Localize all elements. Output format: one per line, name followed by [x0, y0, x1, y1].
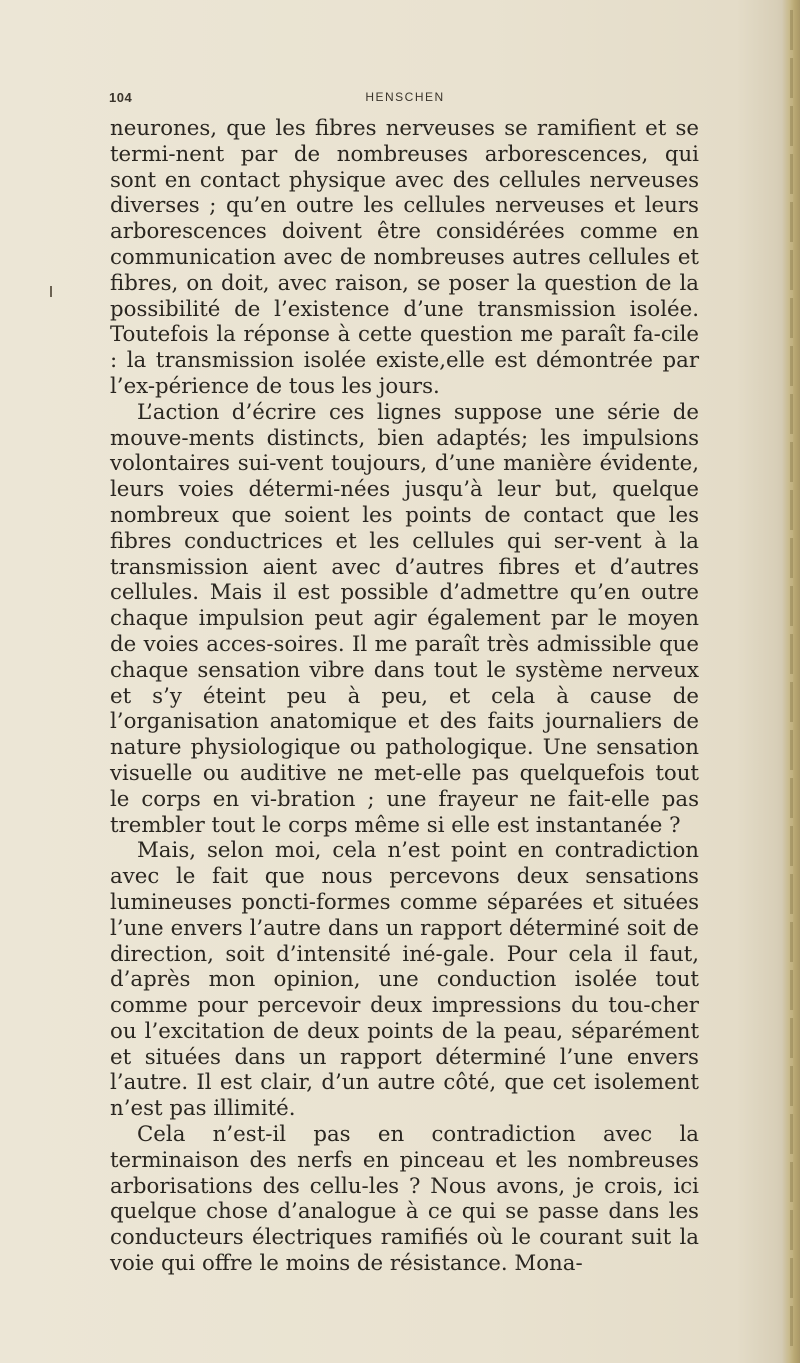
paragraph: Mais, selon moi, cela n’est point en contradiction avec le fait que nous percevons deux sensations lumineuses poncti-formes comme séparées et situées l’une envers l’autre dans un rapport déterminé soit de direction, soit d’intensité iné-gale. Pour cela il faut, d’après mon opinion, une conduction isolée tout comme pour percevoir deux impressions du tou-cher ou l’excitation de deux points de la peau, séparément et situées dans un rapport déterminé l’une envers l’autre. Il est clair, d’un autre côté, que cet isolement n’est pas illimité.	[110, 838, 699, 1122]
body-text	[110, 116, 699, 1277]
paragraph: Cela n’est-il pas en contradiction avec la terminaison des nerfs en pinceau et les nombreuses arborisations des cellu-les ? Nous avons, je crois, ici quelque chose d’analogue à ce qui se passe dans les conducteurs électriques ramifiés où le courant suit la voie qui offre le moins de résistance. Mona-	[110, 1122, 699, 1277]
page-number: 104	[109, 90, 133, 105]
paragraph: neurones, que les fibres nerveuses se ramifient et se termi-nent par de nombreuses arborescences, qui sont en contact physique avec des cellules nerveuses diverses ; qu’en outre les cellules nerveuses et leurs arborescences doivent être considérées comme en communication avec de nombreuses autres cellules et fibres, on doit, avec raison, se poser la question de la possibilité de l’existence d’une transmission isolée. Toutefois la réponse à cette question me paraît fa-cile : la transmission isolée existe,elle est démontrée par l’ex-périence de tous les jours.	[110, 116, 699, 399]
paragraph: L’action d’écrire ces lignes suppose une série de mouve-ments distincts, bien adaptés; les impulsions volontaires sui-vent toujours, d’une manière évidente, leurs voies détermi-nées jusqu’à leur but, quelque nombreux que soient les points de contact que les fibres conductrices et les cellules qui ser-vent à la transmission aient avec d’autres fibres et d’autres cellules. Mais il est possible d’admettre qu’en outre chaque impulsion peut agir également par le moyen de voies acces-soires. Il me paraît très admissible que chaque sensation vibre dans tout le système nerveux et s’y éteint peu à peu, et cela à cause de l’organisation anatomique et des faits journaliers de nature physiologique ou pathologique. Une sensation visuelle ou auditive ne met-elle pas quelquefois tout le corps en vi-bration ; une frayeur ne fait-elle pas trembler tout le corps même si elle est instantanée ?	[110, 399, 699, 838]
page-edge	[782, 0, 800, 1363]
header-title: HENSCHEN	[365, 90, 445, 104]
running-head	[109, 90, 701, 112]
margin-mark	[50, 286, 52, 297]
